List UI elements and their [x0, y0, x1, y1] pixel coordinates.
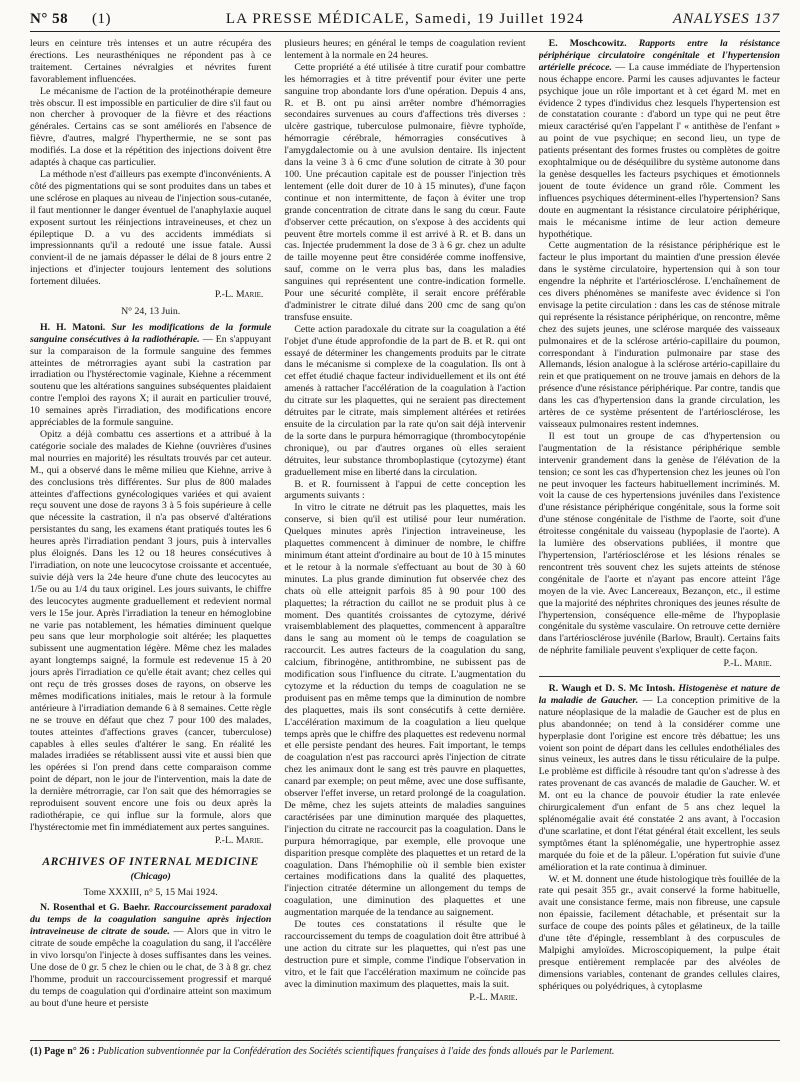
paragraph: Le mécanisme de l'action de la protéinothérapie demeure très obscur. Il est impossible en particulier de dire s'il faut ou non chercher à provoquer de la fièvre et des réactions générales. Certains cas se sont améliorés en l'absence de fièvre, d'autres, malgré l'hyperthermie, ne se sont pas modifiés. La dose et la répétition des injections doivent être adaptés à chaque cas particulier.	[30, 85, 272, 169]
journal-volume: Tome XXXIII, n° 5, 15 Mai 1924.	[83, 886, 218, 898]
article-title: Rapports entre la résistance périphérique circulatoire congénitale et l'hypertension artérielle précoce.	[538, 38, 780, 73]
paragraph: Cette augmentation de la résistance périphérique est le facteur le plus important du maintien d'une pression élevée dans le système circulatoire, hypertension qui à son tour engendre la néphrite et l'artériosclérose. L'enchaînement de ces divers phénomènes se manifeste avec évidence si l'on envisage la petite circulation : dans les cas de sténose mitrale qui représente la résistance périphérique, on rencontre, même chez des sujets jeunes, une sclérose marquée des vaisseaux pulmonaires et de la sclérose artério-capillaire du poumon, correspondant à l'induration pulmonaire par stase des Allemands, lésion analogue à la sclérose artério-capillaire du rein et que pratiquement on ne trouve jamais en dehors de la présence d'une résistance périphérique. Par contre, tandis que dans les cas d'hypertension dans la grande circulation, les artères de ce système présentent de l'artériosclérose, les vaisseaux pulmonaires restent indemnes.	[538, 240, 780, 430]
paragraph: B. et R. fournissent à l'appui de cette conception les arguments suivants :	[284, 478, 526, 502]
paragraph: Cette propriété a été utilisée à titre curatif pour combattre les hémorragies et à titre préventif pour éviter une perte sanguine trop abondante lors d'une opération. Depuis 4 ans, R. et B. ont pu ainsi arrêter nombre d'hémorragies secondaires survenues au cours d'affections très diverses : ulcère gastrique, tuberculose pulmonaire, fièvre typhoïde, hémorragie cérébrale, hémorragies consécutives à l'amygdalectomie ou à une avulsion dentaire. Ils injectent dans la veine 3 à 6 cmc d'une solution de citrate à 30 pour 100. Une précaution capitale est de pousser l'injection très lentement (elle doit durer de 10 à 15 minutes), d'une façon continue et non intermittente, de façon à éviter une trop grande concentration de citrate dans le sang du cœur. Faute d'observer cette précaution, on s'expose à des accidents qui peuvent être mortels comme il est arrivé à R. et B. dans un cas. Injectée prudemment la dose de 3 à 6 gr. chez un adulte de taille moyenne peut être considérée comme inoffensive, sauf, comme on le verra plus bas, dans les maladies sanguines qui représentent une contre-indication formelle. Pour une sécurité complète, il serait encore préférable d'administrer le citrate dilué dans 200 cmc de sang qu'on transfuse ensuite.	[284, 61, 526, 323]
article-title: Raccourcissement paradoxal du temps de la coagulation sanguine après injection intraveineuse de citrate de soude.	[30, 902, 272, 938]
article-columns	[30, 38, 780, 1038]
signature: P.-L. Marie.	[214, 834, 264, 846]
column-3	[539, 38, 780, 1038]
paragraph: De toutes ces constatations il résulte que le raccourcissement du temps de coagulation doit être attribué à une action du citrate sur les plaquettes, qui n'est pas une destruction pure et simple, comme l'indique l'observation in vitro, et le fait que l'accélération maximum ne coïncide pas avec la diminution maximum des plaquettes, mais la suit.	[284, 919, 526, 990]
column-2	[284, 38, 525, 1038]
section-page-number: ANALYSES 137	[672, 11, 780, 27]
page-header	[30, 11, 780, 32]
signature: P.-L. Marie.	[469, 991, 518, 1003]
article-text: — La conception primitive de la nature néoplasique de la maladie de Gaucher est de plus en plus abandonnée; on tend à la considérer comme une hyperplasie dont l'origine est encore très débattue; les uns voient son point de départ dans les cellules endothéliales des sinus veineux, les autres dans le tissu réticulaire de la pulpe. Le problème est difficile à résoudre tant qu'on s'adresse à des rates provenant de cas avancés de maladie de Gaucher. W. et M. ont eu la chance de pouvoir étudier la rate enlevée chirurgicalement d'un enfant de 5 ans chez lequel la splénomégalie avait été constatée 2 ans avant, à l'occasion d'une scarlatine, et dont l'état général était excellent, les seuls symptômes étant la splénomégalie, une hypertrophie assez marquée du foie et de la pâleur. L'opération fut suivie d'une amélioration et la rate continua à diminuer.	[538, 694, 780, 873]
issue-date: N° 24, 13 Juin.	[121, 305, 181, 317]
paragraph: Opitz a déjà combattu ces assertions et a attribué à la catégorie sociale des malades de Kiehne (ouvrières d'usines mal nourries en majorité) les résultats trouvés par cet auteur. M., qui a observé dans le même milieu que Kiehne, arrive à des conclusions très différentes. Sur plus de 800 malades atteintes d'affections gynécologiques variées et qui avaient reçu souvent une dose de rayons 3 à 5 fois supérieure à celle que nécessite la castration, il n'a pas observé d'altérations persistantes du sang, les examens étant pratiqués toutes les 6 heures après l'irradiation pendant 3 jours, puis à intervalles plus éloignés. Dans les 12 ou 18 heures consécutives à l'irradiation, on note une leucocytose croissante et accentuée, suivie déjà vers la 24e heure d'une chute des leucocytes au 1/5e ou au 1/4 du taux originel. Les jours suivants, le chiffre des leucocytes augmente graduellement et redevient normal vers le 15e jour. Après l'irradiation la teneur en hémoglobine ne varie pas notablement, les hématies diminuent quelque peu sans que leur morphologie soit altérée; les plaquettes subissent une augmentation légère. Même chez les malades ayant longtemps saigné, la formule est redevenue 15 à 20 jours après l'irradiation ce qu'elle était avant; chez celles qui ont reçu de très grosses doses de rayons, on observe les mêmes modifications initiales, mais le retour à la formule antérieure à l'irradiation demande 6 à 8 semaines. Cette règle ne se trouve en défaut que chez 7 pour 100 des malades, toutes atteintes d'affections graves (cancer, tuberculose) capables à elles seules d'altérer le sang. En réalité les malades irradiées se rétablissent aussi vite et aussi bien que les opérées si l'on prend dans cette comparaison comme point de départ, non le jour de l'intervention, mais la date de la dernière métrorragie, car l'on sait que des hémorragies se reproduisent souvent encore une fois ou deux après la radiothérapie, ce qui influe sur la formule, alors que l'hystérectomie met fin immédiatement aux pertes sanguines.	[30, 429, 272, 833]
column-1	[30, 38, 271, 1038]
article-author: E. Moschcowitz.	[548, 38, 627, 49]
signature: P.-L. Marie.	[723, 658, 772, 670]
footnote-text: Publication subventionnée par la Confédération des Sociétés scientifiques françaises à l'aide des fonds alloués par le Parlement.	[97, 1046, 615, 1057]
paragraph: leurs en ceinture très intenses et un autre récupéra des érections. Les neurasthéniques ne répondent pas à ce traitement. Certaines névralgies et névrites furent favorablement influencées.	[30, 38, 272, 85]
article-author: N. Rosenthal et G. Baehr.	[40, 902, 151, 914]
paragraph: In vitro le citrate ne détruit pas les plaquettes, mais les conserve, si bien qu'il est utilisé pour leur numération. Quelques minutes après l'injection intraveineuse, les plaquettes commencent à diminuer de nombre, le chiffre minimum étant atteint d'ordinaire au bout de 10 à 15 minutes et le retour à la normale s'effectuant au bout de 30 à 60 minutes. La plus grande diminution fut observée chez des chats où elle atteignit parfois 85 à 90 pour 100 des plaquettes; la rétraction du caillot ne se produit plus à ce moment. Des quantités croissantes de cytozyme, dérivé vraisemblablement des plaquettes, commencent à apparaître dans le sang au moment où le temps de coagulation se raccourcit. Les autres facteurs de la coagulation du sang, calcium, fibrinogène, antithrombine, ne subissent pas de modification sous l'influence du citrate. L'augmentation du cytozyme et la réduction du temps de coagulation ne se produisent pas en même temps que la diminution de nombre des plaquettes, mais ils sont consécutifs à cette dernière. L'accélération maximum de la coagulation a lieu quelque temps après que le chiffre des plaquettes est redevenu normal et elle persiste pendant des heures. Fait important, le temps de coagulation n'est pas raccourci après l'injection de citrate chez les animaux dont le sang est très pauvre en plaquettes, canard par exemple; on peut même, avec une dose suffisante, observer l'effet inverse, un retard prolongé de la coagulation. De même, chez les sujets atteints de maladies sanguines caractérisées par une diminution marquée des plaquettes, l'injection du citrate ne raccourcit pas la coagulation. Dans le purpura hémorragique, par exemple, elle provoque une disparition presque complète des plaquettes et un retard de la coagulation. Dans l'hémophilie où il semble bien exister certaines modifications dans la qualité des plaquettes, l'injection citratée détermine un allongement du temps de coagulation, une diminution des plaquettes et une augmentation marquée de la tendance au saignement.	[284, 502, 526, 919]
article-author: H. H. Matoni.	[40, 321, 106, 333]
article-divider	[539, 676, 780, 677]
article-title: Sur les modifications de la formule sanguine consécutives à la radiothérapie.	[30, 321, 272, 345]
issue-number: N° 58	[30, 11, 69, 27]
article-text: — Alors que in vitro le citrate de soude empêche la coagulation du sang, il l'accélère in vivo lorsqu'on l'injecte à doses suffisantes dans les veines. Une dose de 0 gr. 5 chez le chien ou le chat, de 3 à 8 gr. chez l'homme, produit un raccourcissement progressif et marqué du temps de coagulation qui d'ordinaire atteint son maximum au bout d'une heure et persiste	[30, 926, 272, 1009]
paragraph: Cette action paradoxale du citrate sur la coagulation a été l'objet d'une étude approfondie de la part de B. et R. qui ont essayé de déterminer les changements produits par le citrate dans le mécanisme si complexe de la coagulation. Ils ont à cet effet étudié chaque facteur individuellement et ils ont été amenés à rattacher l'accélération de la coagulation à l'action du citrate sur les plaquettes, qui ne seraient pas directement détruites par le citrate, mais simplement altérées et retirées ensuite de la circulation par la rate qu'on sait déjà intervenir de la sorte dans le purpura hémorragique (thrombocytopénie chronique), ou par d'autres organes où elles seraient détruites, leur substance thromboplastique (cytozyme) étant graduellement mise en liberté dans la circulation.	[284, 323, 526, 478]
paragraph: plusieurs heures; en général le temps de coagulation revient lentement à la normale en 24 heures.	[284, 38, 526, 61]
article-author: R. Waugh et D. S. Mc Intosh.	[548, 683, 676, 695]
journal-title: LA PRESSE MÉDICALE, Samedi, 19 Juillet 1924	[225, 11, 585, 27]
paragraph: Il est tout un groupe de cas d'hypertension ou l'augmentation de la résistance périphérique semble intervenir grandement dans la genèse de l'élévation de la tension; ce sont les cas d'hypertension chez les jeunes où l'on ne peut invoquer les facteurs habituellement incriminés. M. voit la cause de ces hypertensions juvéniles dans l'existence d'une résistance périphérique congénitale, sous la forme soit d'une sténose congénitale de l'isthme de l'aorte, soit d'une étroitesse congénitale du vaisseau (hypoplasie de l'aorte). A la lumière des observations publiées, il montre que l'hypertension, l'artériosclérose et les lésions rénales se rencontrent très souvent chez les sujets atteints de sténose congénitale de l'aorte et n'ayant pas encore atteint l'âge moyen de la vie. Avec Lancereaux, Bezançon, etc., il estime que la majorité des néphrites chroniques des jeunes résulte de l'hypertension, conséquence elle-même de l'hypoplasie congénitale du système vasculaire. On retrouve cette dernière dans l'artériosclérose juvénile (Barlow, Brault). Certains faits de néphrite familiale peuvent s'expliquer de cette façon.	[538, 430, 780, 657]
journal-city: (Chicago)	[130, 870, 171, 882]
article-text: — La cause immédiate de l'hypertension nous échappe encore. Parmi les causes adjuvantes le facteur psychique joue un rôle important et à cet égard M. met en évidence 2 types d'individus chez lesquels l'hypertension est de constatation courante : d'abord un type qui ne peut être mieux caractérisé qu'en l'appelant l' « antithèse de l'enfant » au point de vue psychique; en second lieu, un type de patients présentant des formes frustes ou complètes de goitre exophtalmique ou de déséquilibre du système autonome dans la genèse desquelles les facteurs psychiques et émotionnels jouent de toute évidence un grand rôle. Comment les influences psychiques déterminent-elles l'hypertension? Sans doute en augmentant la résistance circulatoire périphérique, mais le mécanisme intime de leur action demeure hypothétique.	[538, 61, 780, 240]
journal-section-title: ARCHIVES OF INTERNAL MEDICINE	[42, 855, 259, 868]
page-footnote	[30, 1040, 780, 1057]
signature: P.-L. Marie.	[214, 289, 264, 301]
issue-footnote-marker: (1)	[92, 11, 111, 27]
paragraph: W. et M. donnent une étude histologique très fouillée de la rate qui pesait 355 gr., avait conservé la forme habituelle, avait une consistance ferme, mais non fibreuse, une capsule non épaissie, facilement détachable, et présentait sur la surface de coupe des points pâles et gélatineux, de la taille d'une tête d'épingle, ressemblant à des corpuscules de Malpighi amyloïdes. Microscopiquement, la pulpe était presque entièrement remplacée par des alvéoles de dimensions variables, contenant de grandes cellules claires, sphériques ou polyédriques, à cytoplasme	[538, 873, 780, 992]
article-title: Histogenèse et nature de la maladie de Gaucher.	[538, 683, 780, 706]
footnote-label: (1) Page n° 26 :	[30, 1046, 96, 1057]
article-text: — En s'appuyant sur la comparaison de la formule sanguine des femmes atteintes de métrorragies ayant subi la castration par irradiation ou l'hystérectomie vaginale, Kiehne a récemment soutenu que les altérations sanguines subséquentes plaidaient contre l'emploi des rayons X; il aurait en particulier trouvé, 10 semaines après l'irradiation, des modifications encore appréciables de la formule sanguine.	[30, 333, 272, 429]
paragraph: La méthode n'est d'ailleurs pas exempte d'inconvénients. A côté des pigmentations qui se sont produites dans un tabes et une sclérose en plaques au niveau de l'injection sous-cutanée, il faut mentionner le danger éventuel de l'anaphylaxie auquel exposent surtout les réinjections intraveineuses, et chez un épileptique D. a vu des accidents immédiats si impressionnants qu'il a redouté une issue fatale. Aussi convient-il de ne jamais dépasser le délai de 8 jours entre 2 injections et d'injecter toujours lentement des solutions fortement diluées.	[30, 168, 272, 288]
